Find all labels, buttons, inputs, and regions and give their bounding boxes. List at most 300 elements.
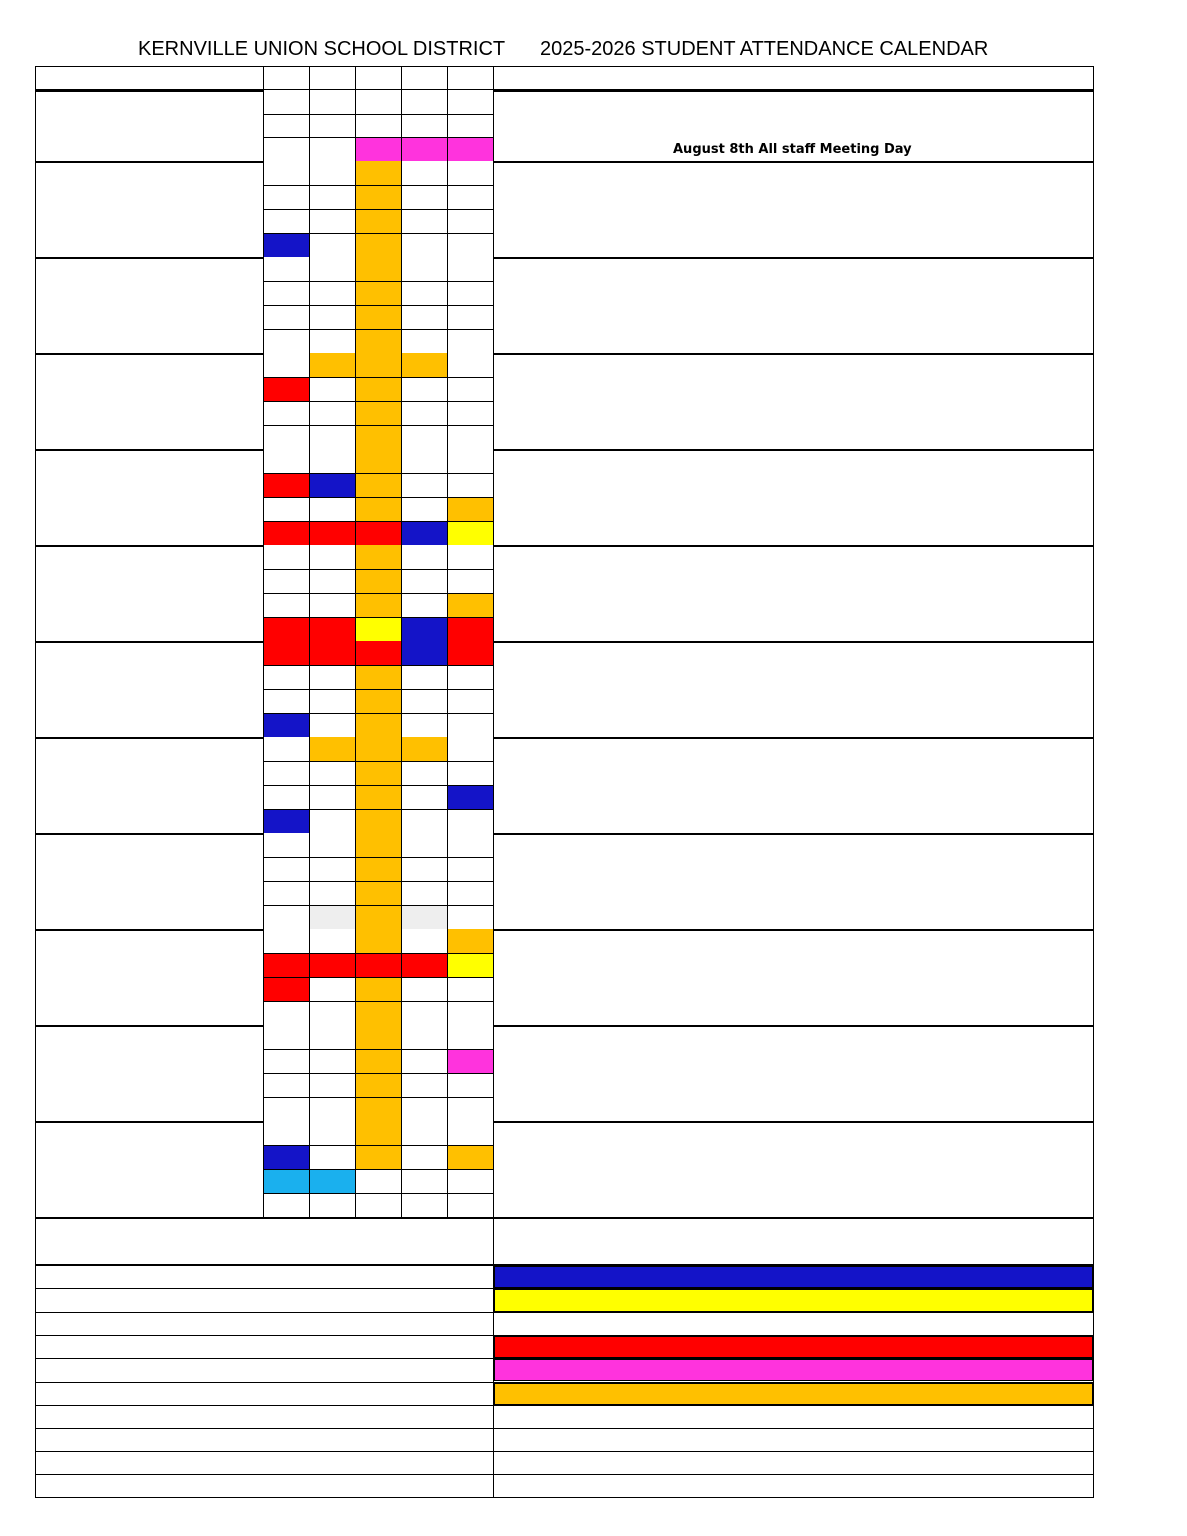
date-cell bbox=[447, 929, 493, 953]
date-cell bbox=[355, 593, 401, 617]
date-cell bbox=[401, 785, 447, 809]
date-cell bbox=[309, 449, 355, 473]
legend-swatch-legal bbox=[494, 1266, 1093, 1288]
date-cell bbox=[263, 761, 309, 785]
section-divider bbox=[35, 1025, 1094, 1027]
date-cell bbox=[447, 593, 493, 617]
date-cell bbox=[401, 689, 447, 713]
date-cell bbox=[355, 1025, 401, 1049]
date-cell bbox=[447, 905, 493, 929]
date-cell bbox=[263, 281, 309, 305]
date-cell bbox=[401, 1145, 447, 1169]
date-cell bbox=[401, 1025, 447, 1049]
date-cell bbox=[309, 713, 355, 737]
date-cell bbox=[447, 737, 493, 761]
date-cell bbox=[355, 905, 401, 929]
date-cell bbox=[355, 569, 401, 593]
date-cell bbox=[263, 545, 309, 569]
date-cell bbox=[447, 1025, 493, 1049]
date-cell bbox=[309, 305, 355, 329]
date-cell bbox=[263, 833, 309, 857]
date-cell bbox=[263, 641, 309, 665]
date-cell bbox=[401, 713, 447, 737]
date-cell bbox=[355, 641, 401, 665]
date-cell bbox=[401, 329, 447, 353]
date-cell bbox=[447, 425, 493, 449]
date-cell bbox=[263, 425, 309, 449]
date-cell bbox=[355, 209, 401, 233]
row-divider bbox=[35, 1358, 1094, 1359]
date-cell bbox=[447, 521, 493, 545]
date-cell bbox=[263, 689, 309, 713]
date-cell bbox=[401, 617, 447, 641]
event-description-bold: August 8th All staff Meeting Day bbox=[673, 142, 912, 158]
date-cell bbox=[263, 185, 309, 209]
date-cell bbox=[447, 785, 493, 809]
date-cell bbox=[263, 257, 309, 281]
date-cell bbox=[309, 1193, 355, 1217]
date-cell bbox=[355, 617, 401, 641]
week-divider bbox=[263, 1001, 493, 1002]
date-cell bbox=[355, 545, 401, 569]
date-cell bbox=[401, 545, 447, 569]
week-divider bbox=[263, 497, 493, 498]
week-divider bbox=[263, 881, 493, 882]
row-divider bbox=[35, 1451, 1094, 1452]
date-cell bbox=[355, 809, 401, 833]
week-divider bbox=[263, 1169, 493, 1170]
week-divider bbox=[263, 569, 493, 570]
date-cell bbox=[447, 833, 493, 857]
date-cell bbox=[309, 1097, 355, 1121]
date-cell bbox=[401, 377, 447, 401]
date-cell bbox=[447, 473, 493, 497]
date-cell bbox=[309, 185, 355, 209]
section-divider bbox=[35, 929, 1094, 931]
date-cell bbox=[355, 281, 401, 305]
date-cell bbox=[263, 1169, 309, 1193]
date-cell bbox=[263, 114, 309, 138]
date-cell bbox=[401, 281, 447, 305]
date-cell bbox=[309, 209, 355, 233]
week-divider bbox=[263, 425, 493, 426]
date-cell bbox=[309, 137, 355, 161]
date-cell bbox=[309, 977, 355, 1001]
row-divider bbox=[35, 1335, 1094, 1336]
week-divider bbox=[263, 761, 493, 762]
date-cell bbox=[401, 353, 447, 377]
section-divider bbox=[35, 161, 1094, 163]
date-cell bbox=[401, 137, 447, 161]
column-divider bbox=[309, 66, 310, 1217]
date-cell bbox=[447, 713, 493, 737]
date-cell bbox=[401, 114, 447, 138]
date-cell bbox=[355, 137, 401, 161]
date-cell bbox=[309, 665, 355, 689]
date-cell bbox=[263, 665, 309, 689]
date-cell bbox=[309, 377, 355, 401]
date-cell bbox=[401, 1193, 447, 1217]
date-cell bbox=[263, 1073, 309, 1097]
section-divider bbox=[35, 449, 1094, 451]
date-cell bbox=[401, 809, 447, 833]
column-divider bbox=[355, 66, 356, 1217]
date-cell bbox=[401, 257, 447, 281]
date-cell bbox=[355, 90, 401, 114]
date-cell bbox=[263, 401, 309, 425]
date-cell bbox=[263, 1025, 309, 1049]
date-cell bbox=[355, 521, 401, 545]
date-cell bbox=[401, 569, 447, 593]
date-cell bbox=[309, 425, 355, 449]
date-cell bbox=[309, 114, 355, 138]
document-title bbox=[0, 38, 1130, 64]
date-cell bbox=[447, 977, 493, 1001]
week-divider bbox=[263, 185, 493, 186]
date-cell bbox=[447, 857, 493, 881]
week-divider bbox=[263, 209, 493, 210]
date-cell bbox=[355, 761, 401, 785]
date-cell bbox=[401, 1073, 447, 1097]
date-cell bbox=[447, 641, 493, 665]
date-cell bbox=[309, 785, 355, 809]
date-cell bbox=[447, 281, 493, 305]
date-cell bbox=[401, 761, 447, 785]
date-cell bbox=[309, 641, 355, 665]
date-cell bbox=[447, 185, 493, 209]
day-header-2 bbox=[355, 66, 401, 89]
date-cell bbox=[447, 1097, 493, 1121]
week-divider bbox=[263, 1073, 493, 1074]
date-cell bbox=[447, 114, 493, 138]
date-cell bbox=[447, 161, 493, 185]
date-cell bbox=[309, 1145, 355, 1169]
date-cell bbox=[263, 785, 309, 809]
date-cell bbox=[355, 185, 401, 209]
date-cell bbox=[263, 449, 309, 473]
section-divider bbox=[35, 353, 1094, 355]
date-cell bbox=[263, 377, 309, 401]
date-cell bbox=[263, 1001, 309, 1025]
date-cell bbox=[355, 473, 401, 497]
date-cell bbox=[447, 1193, 493, 1217]
date-cell bbox=[355, 1169, 401, 1193]
week-divider bbox=[263, 281, 493, 282]
date-cell bbox=[309, 833, 355, 857]
date-cell bbox=[401, 401, 447, 425]
date-cell bbox=[447, 401, 493, 425]
column-divider bbox=[493, 66, 494, 1217]
date-cell bbox=[447, 305, 493, 329]
date-cell bbox=[263, 737, 309, 761]
date-cell bbox=[355, 161, 401, 185]
date-cell bbox=[309, 90, 355, 114]
date-cell bbox=[401, 521, 447, 545]
date-cell bbox=[447, 809, 493, 833]
week-divider bbox=[263, 857, 493, 858]
date-cell bbox=[447, 761, 493, 785]
date-cell bbox=[447, 569, 493, 593]
date-cell bbox=[447, 1001, 493, 1025]
date-cell bbox=[355, 785, 401, 809]
day-header-0 bbox=[263, 66, 309, 89]
date-cell bbox=[263, 137, 309, 161]
date-cell bbox=[309, 401, 355, 425]
date-cell bbox=[447, 1121, 493, 1145]
date-cell bbox=[401, 593, 447, 617]
legend-swatch-local bbox=[494, 1289, 1093, 1311]
date-cell bbox=[263, 1049, 309, 1073]
week-divider bbox=[263, 713, 493, 714]
date-cell bbox=[355, 329, 401, 353]
week-divider bbox=[263, 377, 493, 378]
week-divider bbox=[263, 1049, 493, 1050]
section-divider bbox=[35, 1217, 1094, 1219]
date-cell bbox=[263, 473, 309, 497]
week-divider bbox=[263, 1145, 493, 1146]
date-cell bbox=[263, 929, 309, 953]
date-cell bbox=[447, 329, 493, 353]
date-cell bbox=[401, 929, 447, 953]
date-cell bbox=[309, 233, 355, 257]
date-cell bbox=[401, 833, 447, 857]
date-cell bbox=[447, 689, 493, 713]
date-cell bbox=[355, 1073, 401, 1097]
date-cell bbox=[447, 545, 493, 569]
week-divider bbox=[263, 785, 493, 786]
date-cell bbox=[263, 497, 309, 521]
date-cell bbox=[401, 473, 447, 497]
row-divider bbox=[35, 1382, 1094, 1383]
date-cell bbox=[263, 905, 309, 929]
date-cell bbox=[447, 377, 493, 401]
section-divider bbox=[35, 833, 1094, 835]
date-cell bbox=[355, 1001, 401, 1025]
date-cell bbox=[355, 257, 401, 281]
column-divider bbox=[447, 66, 448, 1217]
date-cell bbox=[355, 377, 401, 401]
date-cell bbox=[263, 1145, 309, 1169]
district-name: KERNVILLE UNION SCHOOL DISTRICT bbox=[138, 38, 506, 60]
date-cell bbox=[401, 1049, 447, 1073]
date-cell bbox=[401, 185, 447, 209]
section-divider bbox=[35, 737, 1094, 739]
week-divider bbox=[263, 905, 493, 906]
date-cell bbox=[447, 881, 493, 905]
date-cell bbox=[263, 329, 309, 353]
date-cell bbox=[309, 281, 355, 305]
date-cell bbox=[309, 689, 355, 713]
week-divider bbox=[263, 593, 493, 594]
date-cell bbox=[401, 641, 447, 665]
legend-swatch-minimum bbox=[494, 1383, 1093, 1405]
date-cell bbox=[401, 161, 447, 185]
week-divider bbox=[263, 305, 493, 306]
date-cell bbox=[309, 545, 355, 569]
date-cell bbox=[263, 521, 309, 545]
date-cell bbox=[447, 209, 493, 233]
date-cell bbox=[401, 449, 447, 473]
date-cell bbox=[309, 521, 355, 545]
date-cell bbox=[263, 305, 309, 329]
date-cell bbox=[309, 1025, 355, 1049]
column-divider bbox=[401, 66, 402, 1217]
date-cell bbox=[355, 929, 401, 953]
section-divider bbox=[35, 257, 1094, 259]
date-cell bbox=[309, 1121, 355, 1145]
date-cell bbox=[355, 233, 401, 257]
date-cell bbox=[401, 425, 447, 449]
date-cell bbox=[263, 161, 309, 185]
week-divider bbox=[263, 689, 493, 690]
date-cell bbox=[309, 881, 355, 905]
date-cell bbox=[263, 209, 309, 233]
date-cell bbox=[355, 114, 401, 138]
week-divider bbox=[263, 953, 493, 954]
day-header-4 bbox=[447, 66, 493, 89]
row-divider bbox=[35, 1474, 1094, 1475]
legend-swatch-nonstudent bbox=[494, 1336, 1093, 1358]
date-cell bbox=[401, 1169, 447, 1193]
date-cell bbox=[401, 737, 447, 761]
legend-swatch-staffdev bbox=[494, 1359, 1093, 1381]
date-cell bbox=[263, 953, 309, 977]
date-cell bbox=[309, 161, 355, 185]
date-cell bbox=[355, 305, 401, 329]
date-cell bbox=[309, 953, 355, 977]
date-cell bbox=[401, 1001, 447, 1025]
date-cell bbox=[309, 473, 355, 497]
day-header-1 bbox=[309, 66, 355, 89]
date-cell bbox=[401, 1121, 447, 1145]
header-divider bbox=[35, 89, 1094, 92]
date-cell bbox=[355, 689, 401, 713]
date-cell bbox=[263, 233, 309, 257]
date-cell bbox=[355, 353, 401, 377]
date-cell bbox=[401, 905, 447, 929]
date-cell bbox=[401, 209, 447, 233]
date-cell bbox=[355, 977, 401, 1001]
date-cell bbox=[355, 953, 401, 977]
date-cell bbox=[309, 809, 355, 833]
date-cell bbox=[355, 1121, 401, 1145]
date-cell bbox=[401, 90, 447, 114]
week-divider bbox=[263, 114, 493, 115]
date-cell bbox=[309, 761, 355, 785]
row-divider bbox=[35, 1312, 1094, 1313]
date-cell bbox=[309, 1169, 355, 1193]
section-divider bbox=[35, 641, 1094, 643]
date-cell bbox=[263, 1193, 309, 1217]
date-cell bbox=[355, 881, 401, 905]
week-divider bbox=[263, 977, 493, 978]
date-cell bbox=[355, 713, 401, 737]
date-cell bbox=[263, 569, 309, 593]
date-cell bbox=[263, 977, 309, 1001]
date-cell bbox=[355, 833, 401, 857]
date-cell bbox=[263, 809, 309, 833]
date-cell bbox=[263, 881, 309, 905]
date-cell bbox=[309, 569, 355, 593]
date-cell bbox=[355, 857, 401, 881]
event-description bbox=[673, 140, 912, 160]
week-divider bbox=[263, 809, 493, 810]
calendar-title: 2025-2026 STUDENT ATTENDANCE CALENDAR bbox=[540, 38, 989, 60]
column-divider bbox=[263, 66, 264, 1217]
date-cell bbox=[401, 497, 447, 521]
row-divider bbox=[35, 1288, 1094, 1289]
date-cell bbox=[309, 905, 355, 929]
date-cell bbox=[447, 665, 493, 689]
date-cell bbox=[401, 881, 447, 905]
week-divider bbox=[263, 401, 493, 402]
section-divider bbox=[35, 545, 1094, 547]
date-cell bbox=[447, 233, 493, 257]
date-cell bbox=[447, 1049, 493, 1073]
date-cell bbox=[309, 257, 355, 281]
date-cell bbox=[309, 737, 355, 761]
date-cell bbox=[401, 953, 447, 977]
week-divider bbox=[263, 329, 493, 330]
date-cell bbox=[447, 353, 493, 377]
date-cell bbox=[401, 857, 447, 881]
week-divider bbox=[263, 137, 493, 138]
week-divider bbox=[263, 665, 493, 666]
date-cell bbox=[355, 401, 401, 425]
row-divider bbox=[35, 1428, 1094, 1429]
week-divider bbox=[263, 521, 493, 522]
date-cell bbox=[355, 497, 401, 521]
date-cell bbox=[401, 977, 447, 1001]
date-cell bbox=[355, 1145, 401, 1169]
date-cell bbox=[309, 497, 355, 521]
date-cell bbox=[447, 449, 493, 473]
date-cell bbox=[309, 1073, 355, 1097]
date-cell bbox=[355, 737, 401, 761]
date-cell bbox=[263, 617, 309, 641]
week-divider bbox=[263, 233, 493, 234]
date-cell bbox=[355, 449, 401, 473]
date-cell bbox=[309, 1049, 355, 1073]
date-cell bbox=[447, 617, 493, 641]
date-cell bbox=[401, 305, 447, 329]
date-cell bbox=[263, 593, 309, 617]
date-cell bbox=[309, 329, 355, 353]
date-cell bbox=[263, 90, 309, 114]
date-cell bbox=[309, 929, 355, 953]
date-cell bbox=[447, 90, 493, 114]
date-cell bbox=[447, 1169, 493, 1193]
date-cell bbox=[401, 665, 447, 689]
date-cell bbox=[355, 1049, 401, 1073]
date-cell bbox=[355, 425, 401, 449]
date-cell bbox=[401, 1097, 447, 1121]
date-cell bbox=[447, 953, 493, 977]
week-divider bbox=[263, 473, 493, 474]
date-cell bbox=[355, 1097, 401, 1121]
week-divider bbox=[263, 617, 493, 618]
date-cell bbox=[447, 137, 493, 161]
date-cell bbox=[355, 665, 401, 689]
date-cell bbox=[263, 713, 309, 737]
date-cell bbox=[309, 353, 355, 377]
date-cell bbox=[309, 593, 355, 617]
row-divider bbox=[35, 1405, 1094, 1406]
date-cell bbox=[309, 1001, 355, 1025]
date-cell bbox=[355, 1193, 401, 1217]
date-cell bbox=[309, 617, 355, 641]
date-cell bbox=[447, 497, 493, 521]
